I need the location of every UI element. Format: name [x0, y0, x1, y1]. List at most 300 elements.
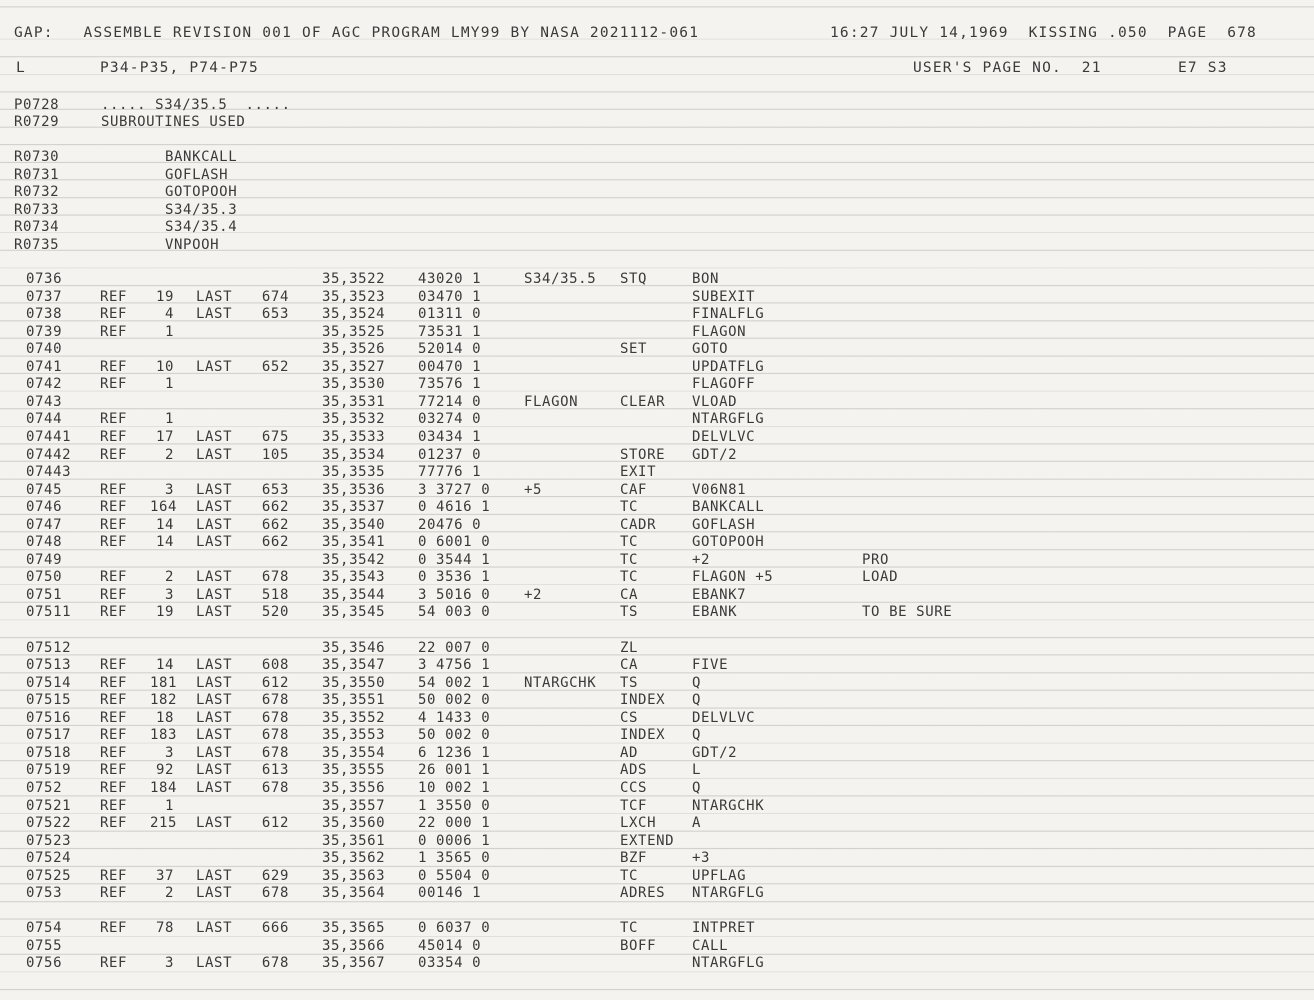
operand: NTARGFLG [692, 885, 765, 902]
listing-row [0, 288, 1314, 306]
operand: Q [692, 727, 702, 744]
operand: UPFLAG [692, 867, 747, 884]
comment: TO BE SURE [862, 604, 953, 621]
listing-row [0, 674, 1314, 692]
operand: GOFLASH [692, 516, 756, 533]
opcode: ZL [620, 639, 639, 656]
line-number: 0752 [26, 779, 63, 796]
ref-count: 164 [150, 499, 178, 516]
octal-code: 3 4756 1 [418, 657, 491, 674]
line-number: 0736 [26, 271, 63, 287]
listing-row [0, 410, 1314, 428]
octal-code: 73531 1 [418, 323, 482, 340]
ref-count: 1 [164, 797, 174, 814]
last-page: 653 [261, 306, 289, 323]
last-page: 678 [261, 744, 289, 761]
subroutine-row [0, 236, 1314, 254]
bank-address: 35,3542 [322, 551, 386, 568]
last-page: 678 [261, 779, 289, 796]
bank-address: 35,3526 [322, 341, 386, 358]
octal-code: 0 4616 1 [418, 499, 491, 516]
ref-keyword: REF [100, 516, 128, 533]
subroutine-name: BANKCALL [165, 149, 238, 165]
bank-address: 35,3563 [322, 867, 386, 884]
operand: FIVE [692, 657, 729, 674]
octal-code: 10 002 1 [418, 779, 491, 796]
operand: NTARGFLG [692, 955, 765, 972]
opcode: ADS [620, 762, 648, 779]
bank-address: 35,3523 [322, 288, 386, 305]
preamble-text: ..... S34/35.5 ..... [101, 97, 291, 113]
listing-row [0, 709, 1314, 727]
ref-keyword: REF [100, 323, 128, 340]
ref-keyword: REF [100, 586, 128, 603]
listing-row [0, 568, 1314, 586]
line-number: 0749 [26, 551, 63, 568]
opcode: LXCH [620, 815, 657, 832]
bank-address: 35,3567 [322, 955, 386, 972]
subroutine-row [0, 218, 1314, 236]
ref-count: 183 [150, 727, 178, 744]
last-page: 662 [261, 534, 289, 551]
bank-address: 35,3527 [322, 358, 386, 375]
opcode: TC [620, 569, 639, 586]
ref-keyword: REF [100, 411, 128, 428]
bank-address: 35,3562 [322, 850, 386, 867]
bank-address: 35,3546 [322, 639, 386, 656]
ref-count: 1 [164, 411, 174, 428]
last-page: 662 [261, 516, 289, 533]
line-number: R0729 [14, 114, 60, 130]
listing-row [0, 621, 1314, 639]
bank-address: 35,3532 [322, 411, 386, 428]
line-number: 07441 [26, 428, 72, 445]
operand: FLAGON +5 [692, 569, 774, 586]
ref-count: 3 [164, 481, 174, 498]
bank-address: 35,3551 [322, 692, 386, 709]
listing-row [0, 586, 1314, 604]
preamble-text: SUBROUTINES USED [101, 114, 246, 130]
bank-address: 35,3553 [322, 727, 386, 744]
last-keyword: LAST [196, 744, 233, 761]
last-keyword: LAST [196, 674, 233, 691]
bank-address: 35,3530 [322, 376, 386, 393]
listing-row [0, 375, 1314, 393]
bank-address: 35,3531 [322, 393, 386, 410]
opcode: TCF [620, 797, 648, 814]
listing-row [0, 603, 1314, 621]
operand: L [692, 762, 702, 779]
line-number: 07512 [26, 639, 72, 656]
listing-row [0, 463, 1314, 481]
ref-count: 92 [155, 762, 174, 779]
octal-code: 50 002 0 [418, 727, 491, 744]
listing-row [0, 639, 1314, 657]
listing-row [0, 393, 1314, 411]
ref-count: 2 [164, 885, 174, 902]
ref-keyword: REF [100, 867, 128, 884]
listing-row [0, 919, 1314, 937]
operand: V06N81 [692, 481, 747, 498]
opcode: TC [620, 534, 639, 551]
octal-code: 0 6001 0 [418, 534, 491, 551]
ref-keyword: REF [100, 797, 128, 814]
opcode: TC [620, 499, 639, 516]
octal-code: 00470 1 [418, 358, 482, 375]
last-keyword: LAST [196, 604, 233, 621]
ref-keyword: REF [100, 376, 128, 393]
last-page: 675 [261, 428, 289, 445]
ref-keyword: REF [100, 288, 128, 305]
header-user-page: USER'S PAGE NO. 21 [913, 60, 1102, 76]
last-page: 629 [261, 867, 289, 884]
header-date-page: 16:27 JULY 14,1969 KISSING .050 PAGE 678 [830, 25, 1257, 41]
line-number: 0747 [26, 516, 63, 533]
line-number: 07525 [26, 867, 72, 884]
last-keyword: LAST [196, 586, 233, 603]
operand: BON [692, 271, 720, 287]
last-keyword: LAST [196, 692, 233, 709]
opcode: TS [620, 674, 639, 691]
ref-keyword: REF [100, 534, 128, 551]
last-page: 678 [261, 709, 289, 726]
listing-row [0, 779, 1314, 797]
bank-address: 35,3547 [322, 657, 386, 674]
subroutine-row [0, 183, 1314, 201]
line-number: 0738 [26, 306, 63, 323]
line-number: 0751 [26, 586, 63, 603]
listing-row [0, 656, 1314, 674]
last-keyword: LAST [196, 867, 233, 884]
listing-row [0, 884, 1314, 902]
last-keyword: LAST [196, 358, 233, 375]
ref-keyword: REF [100, 657, 128, 674]
line-number: 0754 [26, 920, 63, 937]
opcode: TS [620, 604, 639, 621]
listing-row [0, 797, 1314, 815]
ref-count: 2 [164, 569, 174, 586]
listing-row [0, 691, 1314, 709]
operand: GOTOPOOH [692, 534, 765, 551]
opcode: BOFF [620, 937, 657, 954]
operand: DELVLVC [692, 428, 756, 445]
listing-row [0, 305, 1314, 323]
operand: Q [692, 674, 702, 691]
last-page: 608 [261, 657, 289, 674]
preamble-line [0, 96, 1314, 114]
ref-count: 184 [150, 779, 178, 796]
ref-count: 181 [150, 674, 178, 691]
line-number: 0744 [26, 411, 63, 428]
last-page: 678 [261, 569, 289, 586]
line-number: 07513 [26, 657, 72, 674]
line-number: 0740 [26, 341, 63, 358]
ref-keyword: REF [100, 481, 128, 498]
ref-count: 215 [150, 815, 178, 832]
opcode: TC [620, 867, 639, 884]
last-page: 520 [261, 604, 289, 621]
line-number: R0731 [14, 166, 60, 183]
line-number: 0753 [26, 885, 63, 902]
octal-code: 3 3727 0 [418, 481, 491, 498]
opcode: CLEAR [620, 393, 666, 410]
last-keyword: LAST [196, 534, 233, 551]
listing-row [0, 832, 1314, 850]
listing-row [0, 498, 1314, 516]
listing-row [0, 726, 1314, 744]
ref-count: 14 [155, 534, 174, 551]
line-number: 0743 [26, 393, 63, 410]
ref-count: 4 [164, 306, 174, 323]
octal-code: 22 007 0 [418, 639, 491, 656]
bank-address: 35,3533 [322, 428, 386, 445]
listing-row [0, 323, 1314, 341]
line-number: 0737 [26, 288, 63, 305]
ref-keyword: REF [100, 885, 128, 902]
operand: EBANK7 [692, 586, 747, 603]
subroutine-name: VNPOOH [165, 237, 220, 253]
octal-code: 43020 1 [418, 271, 482, 287]
bank-address: 35,3537 [322, 499, 386, 516]
bank-address: 35,3536 [322, 481, 386, 498]
last-keyword: LAST [196, 885, 233, 902]
listing-row [0, 481, 1314, 499]
last-page: 666 [261, 920, 289, 937]
octal-code: 45014 0 [418, 937, 482, 954]
bank-address: 35,3522 [322, 271, 386, 287]
symbol-label: +5 [524, 481, 543, 498]
ref-keyword: REF [100, 358, 128, 375]
opcode: EXIT [620, 464, 657, 481]
ref-count: 14 [155, 657, 174, 674]
octal-code: 03354 0 [418, 955, 482, 972]
operand: NTARGCHK [692, 797, 765, 814]
subroutine-row [0, 166, 1314, 184]
header-title: GAP: ASSEMBLE REVISION 001 OF AGC PROGRAM LMY99 BY NASA 2021112-061 [14, 25, 700, 41]
octal-code: 1 3550 0 [418, 797, 491, 814]
octal-code: 73576 1 [418, 376, 482, 393]
octal-code: 0 6037 0 [418, 920, 491, 937]
listing-row [0, 270, 1314, 288]
octal-code: 0 5504 0 [418, 867, 491, 884]
operand: FLAGOFF [692, 376, 756, 393]
opcode: BZF [620, 850, 648, 867]
bank-address: 35,3544 [322, 586, 386, 603]
opcode: CCS [620, 779, 648, 796]
ref-keyword: REF [100, 779, 128, 796]
operand: INTPRET [692, 920, 756, 937]
ref-count: 17 [155, 428, 174, 445]
line-number: R0733 [14, 201, 60, 218]
listing-row [0, 551, 1314, 569]
bank-address: 35,3550 [322, 674, 386, 691]
ref-count: 78 [155, 920, 174, 937]
listing-row [0, 849, 1314, 867]
bank-address: 35,3534 [322, 446, 386, 463]
listing-row [0, 358, 1314, 376]
last-page: 678 [261, 727, 289, 744]
last-keyword: LAST [196, 306, 233, 323]
line-number: 07442 [26, 446, 72, 463]
opcode: CADR [620, 516, 657, 533]
octal-code: 77214 0 [418, 393, 482, 410]
octal-code: 20476 0 [418, 516, 482, 533]
subroutine-name: GOFLASH [165, 166, 229, 183]
line-number: 0745 [26, 481, 63, 498]
last-keyword: LAST [196, 428, 233, 445]
operand: +2 [692, 551, 711, 568]
line-number: 0746 [26, 499, 63, 516]
symbol-label: FLAGON [524, 393, 579, 410]
octal-code: 3 5016 0 [418, 586, 491, 603]
line-number: 07516 [26, 709, 72, 726]
operand: SUBEXIT [692, 288, 756, 305]
last-page: 653 [261, 481, 289, 498]
ref-keyword: REF [100, 727, 128, 744]
operand: UPDATFLG [692, 358, 765, 375]
last-page: 105 [261, 446, 289, 463]
opcode: TC [620, 551, 639, 568]
operand: FINALFLG [692, 306, 765, 323]
opcode: EXTEND [620, 832, 675, 849]
preamble-line [0, 113, 1314, 131]
last-page: 613 [261, 762, 289, 779]
octal-code: 22 000 1 [418, 815, 491, 832]
octal-code: 03434 1 [418, 428, 482, 445]
listing-row [0, 533, 1314, 551]
ref-count: 14 [155, 516, 174, 533]
operand: VLOAD [692, 393, 738, 410]
octal-code: 03274 0 [418, 411, 482, 428]
bank-address: 35,3545 [322, 604, 386, 621]
subroutine-name: GOTOPOOH [165, 184, 238, 201]
bank-address: 35,3525 [322, 323, 386, 340]
bank-address: 35,3556 [322, 779, 386, 796]
octal-code: 0 3544 1 [418, 551, 491, 568]
ref-keyword: REF [100, 815, 128, 832]
octal-code: 26 001 1 [418, 762, 491, 779]
line-number: 07514 [26, 674, 72, 691]
ref-count: 182 [150, 692, 178, 709]
subroutine-name: S34/35.3 [165, 201, 238, 218]
opcode: CAF [620, 481, 648, 498]
bank-address: 35,3540 [322, 516, 386, 533]
line-number: R0735 [14, 237, 60, 253]
listing-row [0, 761, 1314, 779]
octal-code: 00146 1 [418, 885, 482, 902]
listing-row [0, 937, 1314, 955]
last-keyword: LAST [196, 499, 233, 516]
bank-address: 35,3524 [322, 306, 386, 323]
comment: LOAD [862, 569, 899, 586]
octal-code: 54 003 0 [418, 604, 491, 621]
listing-row [0, 867, 1314, 885]
header-log-code: L [16, 60, 26, 76]
last-keyword: LAST [196, 288, 233, 305]
operand: Q [692, 779, 702, 796]
line-number: R0730 [14, 149, 60, 165]
opcode: SET [620, 341, 648, 358]
opcode: STQ [620, 271, 648, 287]
ref-count: 18 [155, 709, 174, 726]
ref-count: 19 [155, 288, 174, 305]
bank-address: 35,3543 [322, 569, 386, 586]
octal-code: 52014 0 [418, 341, 482, 358]
comment: PRO [862, 551, 890, 568]
ref-keyword: REF [100, 428, 128, 445]
listing-row [0, 428, 1314, 446]
last-keyword: LAST [196, 920, 233, 937]
ref-keyword: REF [100, 604, 128, 621]
operand: CALL [692, 937, 729, 954]
opcode: AD [620, 744, 639, 761]
last-keyword: LAST [196, 727, 233, 744]
operand: +3 [692, 850, 711, 867]
ref-count: 1 [164, 323, 174, 340]
bank-address: 35,3555 [322, 762, 386, 779]
line-number: 07523 [26, 832, 72, 849]
line-number: 0748 [26, 534, 63, 551]
operand: BANKCALL [692, 499, 765, 516]
octal-code: 0 0006 1 [418, 832, 491, 849]
listing-row [0, 902, 1314, 920]
line-number: 0739 [26, 323, 63, 340]
ref-count: 37 [155, 867, 174, 884]
last-keyword: LAST [196, 657, 233, 674]
subroutine-row [0, 148, 1314, 166]
subroutine-name: S34/35.4 [165, 219, 238, 236]
listing-row [0, 954, 1314, 972]
last-page: 662 [261, 499, 289, 516]
operand: A [692, 815, 702, 832]
ref-keyword: REF [100, 920, 128, 937]
last-keyword: LAST [196, 779, 233, 796]
last-keyword: LAST [196, 955, 233, 972]
bank-address: 35,3552 [322, 709, 386, 726]
line-number: 0742 [26, 376, 63, 393]
symbol-label: S34/35.5 [524, 271, 597, 287]
opcode: CA [620, 586, 639, 603]
ref-count: 1 [164, 376, 174, 393]
line-number: 07515 [26, 692, 72, 709]
octal-code: 1 3565 0 [418, 850, 491, 867]
octal-code: 01311 0 [418, 306, 482, 323]
line-number: 07511 [26, 604, 72, 621]
subroutine-row [0, 201, 1314, 219]
symbol-label: +2 [524, 586, 543, 603]
octal-code: 03470 1 [418, 288, 482, 305]
bank-address: 35,3564 [322, 885, 386, 902]
octal-code: 54 002 1 [418, 674, 491, 691]
line-number: 07519 [26, 762, 72, 779]
bank-address: 35,3541 [322, 534, 386, 551]
ref-keyword: REF [100, 569, 128, 586]
last-keyword: LAST [196, 709, 233, 726]
ref-keyword: REF [100, 762, 128, 779]
ref-count: 3 [164, 955, 174, 972]
header-line-1 [0, 24, 1314, 42]
octal-code: 50 002 0 [418, 692, 491, 709]
operand: EBANK [692, 604, 738, 621]
last-page: 674 [261, 288, 289, 305]
octal-code: 77776 1 [418, 464, 482, 481]
bank-address: 35,3554 [322, 744, 386, 761]
opcode: ADRES [620, 885, 666, 902]
listing-row [0, 340, 1314, 358]
header-section: E7 S3 [1178, 60, 1228, 76]
line-number: 07521 [26, 797, 72, 814]
line-number: 07524 [26, 850, 72, 867]
